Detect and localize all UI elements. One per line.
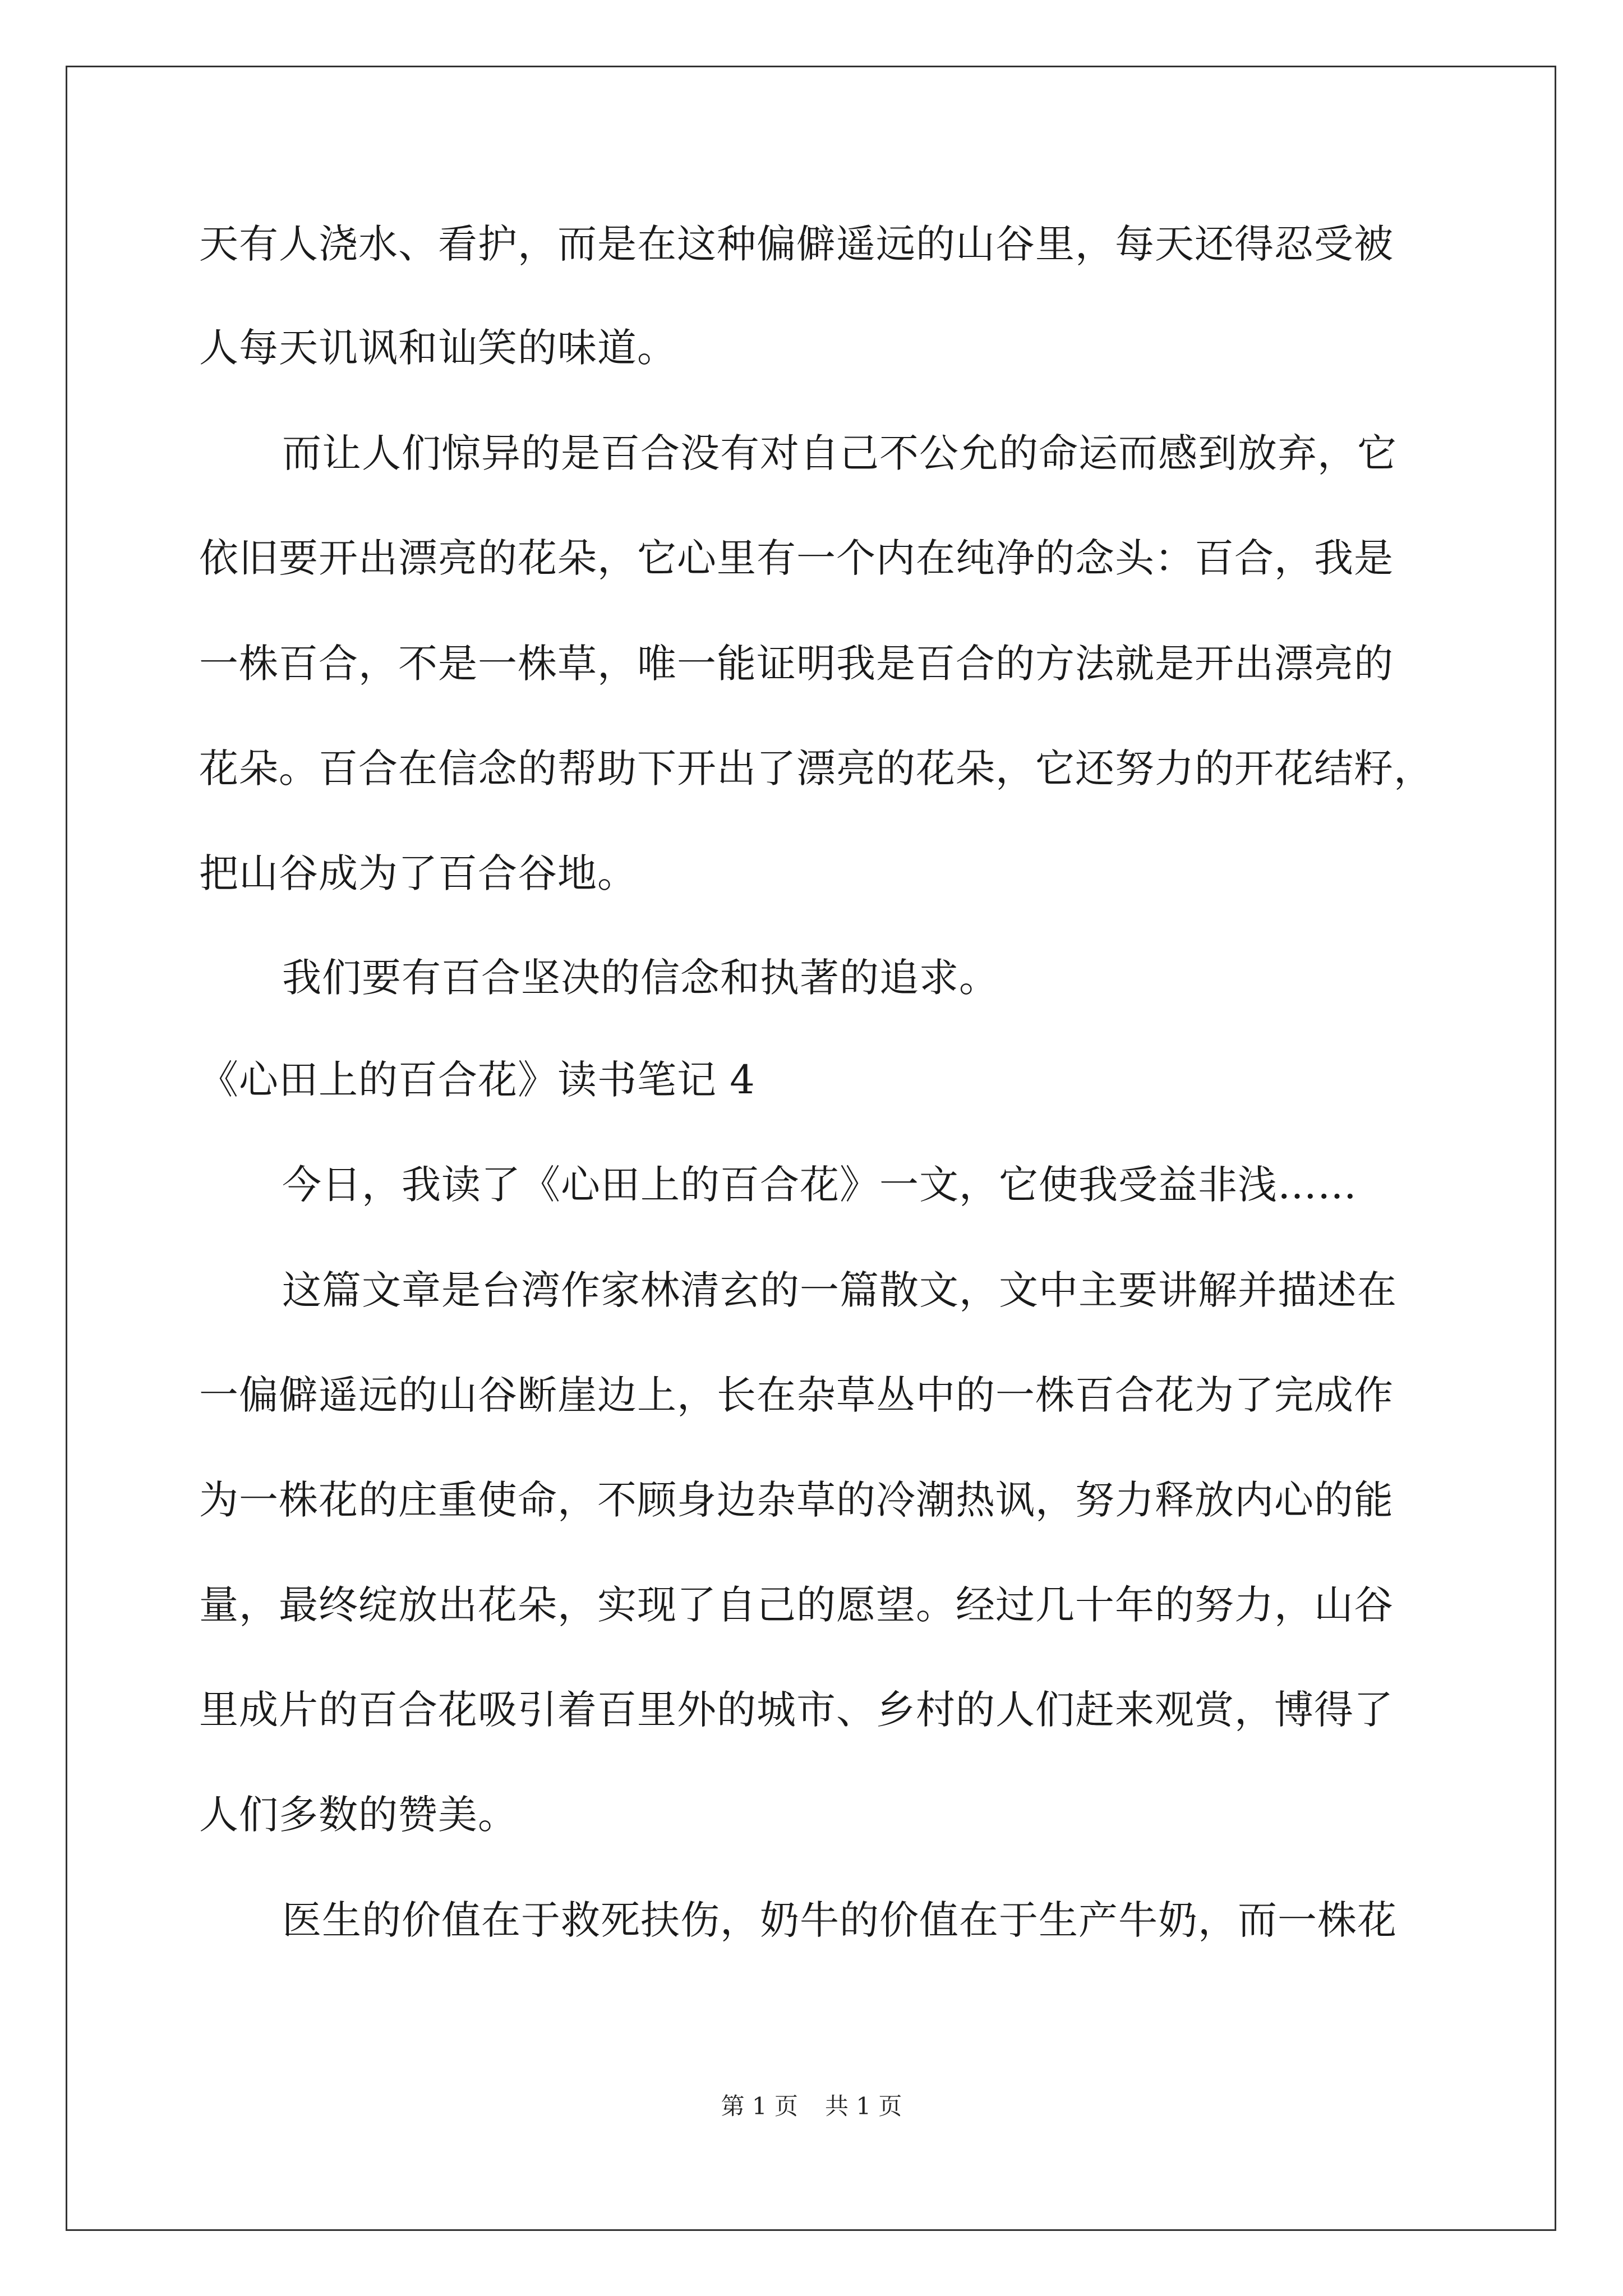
body-line-8: 我们要有百合坚决的信念和执著的追求。: [282, 955, 999, 1001]
body-line-4: 依旧要开出漂亮的花朵，它心里有一个内在纯净的念头：百合，我是: [199, 535, 1394, 581]
body-line-10: 今日，我读了《心田上的百合花》一文，它使我受益非浅……: [282, 1162, 1357, 1208]
body-line-6: 花朵。百合在信念的帮助下开出了漂亮的花朵，它还努力的开花结籽，: [199, 746, 1433, 792]
body-line-12: 一偏僻遥远的山谷断崖边上，长在杂草丛中的一株百合花为了完成作: [199, 1372, 1394, 1418]
body-line-13: 为一株花的庄重使命，不顾身边杂草的冷潮热讽，努力释放内心的能: [199, 1477, 1394, 1523]
body-line-7: 把山谷成为了百合谷地。: [199, 850, 637, 896]
page-footer: [0, 2090, 1623, 2123]
page-number-total: 共 1 页: [825, 2092, 902, 2120]
body-line-14: 量，最终绽放出花朵，实现了自己的愿望。经过几十年的努力，山谷: [199, 1582, 1394, 1628]
body-line-1: 天有人浇水、看护，而是在这种偏僻遥远的山谷里，每天还得忍受被: [199, 221, 1394, 267]
body-line-15: 里成片的百合花吸引着百里外的城市、乡村的人们赶来观赏，博得了: [199, 1687, 1394, 1733]
page-number-current: 第 1 页: [721, 2092, 798, 2120]
body-line-3: 而让人们惊异的是百合没有对自己不公允的命运而感到放弃，它: [282, 430, 1397, 476]
body-line-2: 人每天讥讽和讪笑的味道。: [199, 325, 677, 371]
body-line-17: 医生的价值在于救死扶伤，奶牛的价值在于生产牛奶，而一株花: [282, 1897, 1397, 1943]
body-line-5: 一株百合，不是一株草，唯一能证明我是百合的方法就是开出漂亮的: [199, 641, 1394, 687]
section-heading: 《心田上的百合花》读书笔记 4: [199, 1057, 755, 1103]
body-line-11: 这篇文章是台湾作家林清玄的一篇散文，文中主要讲解并描述在: [282, 1267, 1397, 1313]
body-line-16: 人们多数的赞美。: [199, 1792, 518, 1838]
